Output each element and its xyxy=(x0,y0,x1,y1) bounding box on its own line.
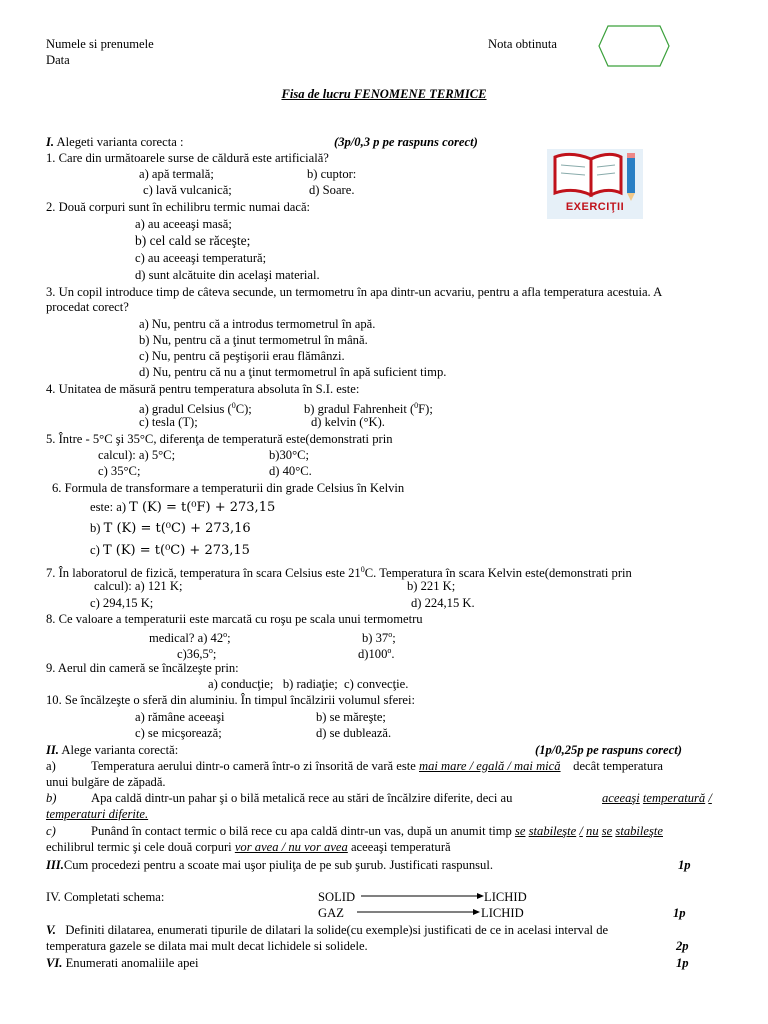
s2-c-line1: Punând în contact termic o bilă rece cu apa caldă dintr-un vas, după un anumit timp se stabileşte / nu se stabileşte xyxy=(91,824,663,838)
section-3: III.Cum procedezi pentru a scoate mai uşor piuliţa de pe sub şurub. Justificati raspunsul. xyxy=(46,858,493,872)
q3-option-d[interactable]: d) Nu, pentru că nu a ţinut termometrul în apă suficient timp. xyxy=(139,365,447,379)
schema-arrow-2 xyxy=(357,906,481,918)
section-6-points: 1p xyxy=(676,956,689,970)
s2-a-line2: unui bulgăre de zăpadă. xyxy=(46,775,166,789)
q7-option-a[interactable]: calcul): a) 121 K; xyxy=(94,579,183,593)
s2-a-letter: a) xyxy=(46,759,56,773)
exercitii-badge xyxy=(547,149,643,219)
q10-option-d[interactable]: d) se dublează. xyxy=(316,726,392,740)
q10-text: 10. Se încălzeşte o sferă din aluminiu. În timpul încălzirii volumul sferei: xyxy=(46,693,415,707)
q7-text: 7. În laboratorul de fizică, temperatura în scara Celsius este $21^0C$. Temperatura în scara Kelvin este(demonstrati prin xyxy=(46,565,632,581)
s2-a-choice[interactable]: mai mare / egală / mai mică xyxy=(419,759,561,773)
q4-text: 4. Unitatea de măsură pentru temperatura absoluta în S.I. este: xyxy=(46,382,360,396)
q1-option-a[interactable]: a) apă termală; xyxy=(139,167,214,181)
q5-option-a[interactable]: calcul): a) 5°C; xyxy=(98,448,176,462)
q3-option-b[interactable]: b) Nu, pentru că a ţinut termometrul în mână. xyxy=(139,333,368,347)
s2-b-letter: b) xyxy=(46,791,57,805)
q7-option-d[interactable]: d) 224,15 K. xyxy=(411,596,475,610)
q6-option-a[interactable]: este: a) T (K) = t(⁰F) + 273,15 xyxy=(90,500,276,515)
q6-formula-b: T (K) = t(⁰C) + 273,16 xyxy=(103,521,251,536)
q2-option-a[interactable]: a) au aceeaşi masă; xyxy=(135,217,232,231)
q6-option-b[interactable]: b) T (K) = t(⁰C) + 273,16 xyxy=(90,521,251,536)
section-1-points: (3p/0,3 p pe raspuns corect) xyxy=(334,135,478,149)
q9-options[interactable]: a) conducţie; b) radiaţie; c) convecţie. xyxy=(208,677,409,691)
section-4-points: 1p xyxy=(673,906,686,920)
section-1-heading-text: Alegeti varianta corecta : xyxy=(56,135,184,149)
q10-option-b[interactable]: b) se măreşte; xyxy=(316,710,386,724)
q3-option-a[interactable]: a) Nu, pentru că a introdus termometrul în apă. xyxy=(139,317,376,331)
section-6: VI. Enumerati anomaliile apei xyxy=(46,956,199,970)
section-2-number: II. xyxy=(46,743,59,757)
q2-option-d[interactable]: d) sunt alcătuite din acelaşi material. xyxy=(135,268,320,282)
q2-text: 2. Două corpuri sunt în echilibru termic numai dacă: xyxy=(46,200,311,214)
q1-option-d[interactable]: d) Soare. xyxy=(309,183,355,197)
q1-option-b[interactable]: b) cuptor: xyxy=(307,167,357,181)
section-5-points: 2p xyxy=(676,939,689,953)
section-5-line2: temperatura gazele se dilata mai mult decat lichidele si solidele. xyxy=(46,939,368,953)
q6-formula-c: T (K) = t(⁰C) + 273,15 xyxy=(102,543,250,558)
schema-row1-left: SOLID xyxy=(318,890,356,904)
schema-row2-right[interactable]: LICHID xyxy=(481,906,524,920)
q4-option-c[interactable]: c) tesla (T); xyxy=(139,415,198,429)
q5-text: 5. Între - 5°C şi 35°C, diferenţa de temperatură este(demonstrati prin xyxy=(46,432,393,446)
s2-b-choice[interactable]: aceeaşi temperatură / xyxy=(602,791,712,805)
q8-option-a[interactable]: medical? a) 42$^o$; xyxy=(149,630,231,646)
q4-option-b[interactable]: b) gradul Fahrenheit ($^0$F); xyxy=(304,401,433,417)
q10-option-a[interactable]: a) rămâne aceeaşi xyxy=(135,710,225,724)
q2-option-c[interactable]: c) au aceeaşi temperatură; xyxy=(135,251,267,265)
section-3-points: 1p xyxy=(678,858,691,872)
page-title: Fisa de lucru FENOMENE TERMICE xyxy=(281,87,487,101)
q6-formula-a: T (K) = t(⁰F) + 273,15 xyxy=(129,500,276,515)
q6-option-c[interactable]: c) T (K) = t(⁰C) + 273,15 xyxy=(90,543,250,558)
s2-c-choice[interactable]: vor avea / nu vor avea xyxy=(234,840,348,854)
schema-row2-left: GAZ xyxy=(318,906,344,920)
grade-label: Nota obtinuta xyxy=(488,37,557,51)
section-5-line1: V. Definiti dilatarea, enumerati tipurile de dilatari la solide(cu exemple)si justificati de ce in acelasi interval de xyxy=(46,923,609,937)
q5-option-d[interactable]: d) 40°C. xyxy=(269,464,312,478)
s2-a-line1: Temperatura aerului dintr-o cameră într-o zi însorită de vară este mai mare / egală / mai mică decât temperatura xyxy=(91,759,664,773)
schema-row1-right[interactable]: LICHID xyxy=(484,890,527,904)
q5-option-c[interactable]: c) 35°C; xyxy=(98,464,141,478)
section-2-heading: II. Alege varianta corectă: xyxy=(46,743,179,757)
q4-option-a[interactable]: a) gradul Celsius ($^0$C); xyxy=(139,401,252,417)
section-4-text: IV. Completati schema: xyxy=(46,890,165,904)
q9-text: 9. Aerul din cameră se încălzeşte prin: xyxy=(46,661,239,675)
q7-option-c[interactable]: c) 294,15 K; xyxy=(90,596,154,610)
q8-option-b[interactable]: b) 37$^o$; xyxy=(362,630,396,646)
q8-text: 8. Ce valoare a temperaturii este marcată cu roşu pe scala unui termometru xyxy=(46,612,423,626)
q6-text: 6. Formula de transformare a temperaturii din grade Celsius în Kelvin xyxy=(52,481,405,495)
q5-option-b[interactable]: b)30°C; xyxy=(269,448,310,462)
q2-option-b[interactable]: b) cel cald se răceşte; xyxy=(135,233,251,248)
s2-b-line2[interactable]: temperaturi diferite. xyxy=(46,807,149,821)
grade-hexagon-box[interactable] xyxy=(598,25,670,67)
q8-option-d[interactable]: d)100$^o$. xyxy=(358,646,395,662)
q4-option-d[interactable]: d) kelvin (°K). xyxy=(311,415,385,429)
q7-option-b[interactable]: b) 221 K; xyxy=(407,579,456,593)
s2-b-line1: Apa caldă dintr-un pahar şi o bilă metalică rece au stări de încălzire diferite, deci au xyxy=(91,791,513,805)
q3-option-c[interactable]: c) Nu, pentru că peştişorii erau flămânzi. xyxy=(139,349,345,363)
schema-arrow-1 xyxy=(361,890,485,902)
section-1-number: I. xyxy=(46,135,55,149)
name-label: Numele si prenumele xyxy=(46,37,154,51)
q3-text-line1: 3. Un copil introduce timp de câteva secunde, un termometru în apa dintr-un acvariu, pentru a afla temperatura acestuia. A xyxy=(46,285,663,299)
s2-c-letter: c) xyxy=(46,824,56,838)
q1-text: 1. Care din următoarele surse de căldură este artificială? xyxy=(46,151,329,165)
s2-c-line2: echilibrul termic şi cele două corpuri vor avea / nu vor avea aceeaşi temperatură xyxy=(46,840,451,854)
section-1-heading xyxy=(46,134,183,150)
q8-option-c[interactable]: c)36,5$^o$; xyxy=(177,646,217,662)
q10-option-c[interactable]: c) se micşorează; xyxy=(135,726,222,740)
section-2-points: (1p/0,25p pe raspuns corect) xyxy=(535,743,682,757)
q1-option-c[interactable]: c) lavă vulcanică; xyxy=(143,183,232,197)
q3-text-line2: procedat corect? xyxy=(46,300,129,314)
badge-label: EXERCIŢII xyxy=(565,201,625,213)
date-label: Data xyxy=(46,53,70,67)
